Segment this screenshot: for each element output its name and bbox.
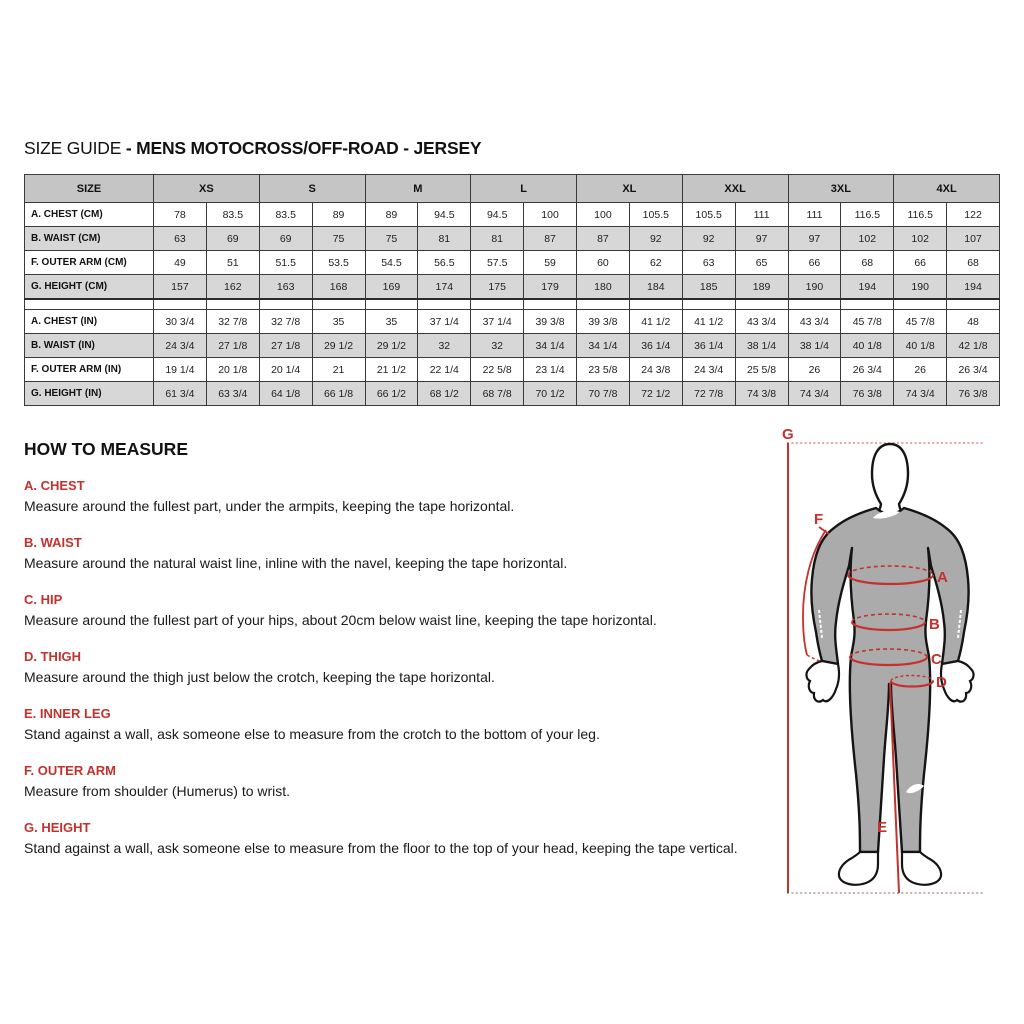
- size-cell: 184: [629, 275, 682, 300]
- size-cell: 116.5: [841, 203, 894, 227]
- size-cell: 24 3/4: [682, 358, 735, 382]
- size-cell: 97: [735, 227, 788, 251]
- size-table-row: [25, 382, 1000, 406]
- size-cell: 20 1/8: [206, 358, 259, 382]
- size-row-label: F. OUTER ARM (CM): [25, 251, 154, 275]
- size-cell: 45 7/8: [894, 310, 947, 334]
- size-cell: 32: [471, 334, 524, 358]
- size-cell: 190: [894, 275, 947, 300]
- size-cell: 35: [312, 310, 365, 334]
- size-cell: 76 3/8: [947, 382, 1000, 406]
- size-cell: 51: [206, 251, 259, 275]
- measure-item: [24, 649, 772, 687]
- size-header-3xl: 3XL: [788, 175, 894, 203]
- size-header-s: S: [259, 175, 365, 203]
- size-cell: 190: [788, 275, 841, 300]
- size-cell: 29 1/2: [312, 334, 365, 358]
- size-cell: 122: [947, 203, 1000, 227]
- size-cell: 34 1/4: [524, 334, 577, 358]
- size-cell: 105.5: [682, 203, 735, 227]
- size-table-row: [25, 227, 1000, 251]
- size-cell: 87: [577, 227, 630, 251]
- size-cell: 57.5: [471, 251, 524, 275]
- page-title-emphasis: - MENS MOTOCROSS/OFF-ROAD - JERSEY: [125, 138, 482, 158]
- size-cell: 69: [206, 227, 259, 251]
- size-cell: 66: [894, 251, 947, 275]
- size-cell: 39 3/8: [577, 310, 630, 334]
- size-cell: 74 3/4: [894, 382, 947, 406]
- size-cell: 48: [947, 310, 1000, 334]
- size-cell: 37 1/4: [418, 310, 471, 334]
- measure-item-description: Measure around the thigh just below the crotch, keeping the tape horizontal.: [24, 669, 495, 685]
- page-title: [24, 138, 481, 159]
- size-cell: 163: [259, 275, 312, 300]
- measure-item: [24, 592, 772, 630]
- size-cell: 194: [947, 275, 1000, 300]
- size-cell: 162: [206, 275, 259, 300]
- page-title-prefix: SIZE GUIDE: [24, 138, 126, 158]
- size-cell: 189: [735, 275, 788, 300]
- measure-item-label: C. HIP: [24, 592, 63, 607]
- how-to-measure-heading: HOW TO MEASURE: [24, 439, 188, 459]
- size-row-label: A. CHEST (IN): [25, 310, 154, 334]
- size-cell: 41 1/2: [682, 310, 735, 334]
- size-cell: 81: [471, 227, 524, 251]
- size-cell: 22 5/8: [471, 358, 524, 382]
- size-header-xs: XS: [154, 175, 260, 203]
- figure-label-waist: B: [929, 616, 940, 633]
- size-cell: 32 7/8: [206, 310, 259, 334]
- size-corner-header: SIZE: [25, 175, 154, 203]
- size-cell: 174: [418, 275, 471, 300]
- size-cell: 30 3/4: [154, 310, 207, 334]
- measure-item-description: Measure from shoulder (Humerus) to wrist.: [24, 783, 291, 799]
- size-cell: 175: [471, 275, 524, 300]
- size-cell: 21 1/2: [365, 358, 418, 382]
- size-cell: 61 3/4: [154, 382, 207, 406]
- size-cell: 38 1/4: [788, 334, 841, 358]
- size-cell: 43 3/4: [735, 310, 788, 334]
- size-cell: 62: [629, 251, 682, 275]
- size-cell: 26 3/4: [947, 358, 1000, 382]
- size-cell: 35: [365, 310, 418, 334]
- size-table-row: [25, 310, 1000, 334]
- measure-item-description: Stand against a wall, ask someone else to measure from the floor to the top of your head, keeping the tape vertical.: [24, 840, 738, 856]
- size-table-row: [25, 334, 1000, 358]
- size-cell: 29 1/2: [365, 334, 418, 358]
- measure-item-label: A. CHEST: [24, 478, 85, 493]
- figure-right-foot: [902, 852, 941, 885]
- figure-left-hand: [806, 661, 839, 702]
- measure-item: [24, 706, 772, 744]
- size-cell: 25 5/8: [735, 358, 788, 382]
- measure-item-label: B. WAIST: [24, 535, 82, 550]
- measure-list: [24, 478, 772, 877]
- size-cell: 19 1/4: [154, 358, 207, 382]
- figure-label-inner-leg: E: [877, 819, 888, 836]
- size-cell: 168: [312, 275, 365, 300]
- size-cell: 42 1/8: [947, 334, 1000, 358]
- size-cell: 83.5: [259, 203, 312, 227]
- size-cell: 74 3/8: [735, 382, 788, 406]
- figure-left-foot: [839, 852, 878, 885]
- size-cell: 63: [154, 227, 207, 251]
- figure-label-thigh: D: [936, 674, 947, 691]
- size-cell: 36 1/4: [629, 334, 682, 358]
- size-header-xl: XL: [577, 175, 683, 203]
- size-table-row: [25, 275, 1000, 300]
- measure-item-description: Stand against a wall, ask someone else to measure from the crotch to the bottom of your leg.: [24, 726, 600, 742]
- size-cell: 32: [418, 334, 471, 358]
- figure-label-chest: A: [937, 569, 948, 586]
- size-cell: 23 5/8: [577, 358, 630, 382]
- size-cell: 111: [735, 203, 788, 227]
- size-row-label: F. OUTER ARM (IN): [25, 358, 154, 382]
- size-table-row: [25, 251, 1000, 275]
- size-cell: 81: [418, 227, 471, 251]
- size-row-label: A. CHEST (CM): [25, 203, 154, 227]
- size-cell: 70 7/8: [577, 382, 630, 406]
- size-header-4xl: 4XL: [894, 175, 1000, 203]
- size-cell: 60: [577, 251, 630, 275]
- size-cell: 92: [629, 227, 682, 251]
- size-cell: 27 1/8: [206, 334, 259, 358]
- measure-item: [24, 478, 772, 516]
- size-header-xxl: XXL: [682, 175, 788, 203]
- size-row-label: B. WAIST (IN): [25, 334, 154, 358]
- size-cell: 68: [841, 251, 894, 275]
- size-cell: 87: [524, 227, 577, 251]
- size-table: [24, 174, 1000, 406]
- size-cell: 65: [735, 251, 788, 275]
- size-row-label: G. HEIGHT (IN): [25, 382, 154, 406]
- measure-item-description: Measure around the fullest part, under the armpits, keeping the tape horizontal.: [24, 498, 515, 514]
- size-cell: 157: [154, 275, 207, 300]
- measurement-figure: [778, 424, 1018, 904]
- figure-label-outer-arm: F: [814, 511, 824, 528]
- size-table-spacer-row: [25, 299, 1000, 310]
- size-cell: 26 3/4: [841, 358, 894, 382]
- size-cell: 92: [682, 227, 735, 251]
- size-cell: 22 1/4: [418, 358, 471, 382]
- size-cell: 105.5: [629, 203, 682, 227]
- size-cell: 66: [788, 251, 841, 275]
- measure-item: [24, 763, 772, 801]
- measure-item: [24, 535, 772, 573]
- size-cell: 107: [947, 227, 1000, 251]
- size-cell: 26: [894, 358, 947, 382]
- size-cell: 49: [154, 251, 207, 275]
- size-cell: 102: [894, 227, 947, 251]
- size-cell: 72 7/8: [682, 382, 735, 406]
- size-cell: 72 1/2: [629, 382, 682, 406]
- size-cell: 59: [524, 251, 577, 275]
- size-cell: 36 1/4: [682, 334, 735, 358]
- size-cell: 69: [259, 227, 312, 251]
- size-cell: 97: [788, 227, 841, 251]
- figure-head: [872, 444, 908, 517]
- figure-label-hip: C: [931, 651, 942, 668]
- size-row-label: B. WAIST (CM): [25, 227, 154, 251]
- measure-item-description: Measure around the fullest part of your hips, about 20cm below waist line, keeping the tape horizontal.: [24, 612, 657, 628]
- size-cell: 78: [154, 203, 207, 227]
- size-cell: 94.5: [418, 203, 471, 227]
- size-cell: 21: [312, 358, 365, 382]
- size-cell: 111: [788, 203, 841, 227]
- size-header-l: L: [471, 175, 577, 203]
- size-cell: 23 1/4: [524, 358, 577, 382]
- size-cell: 40 1/8: [841, 334, 894, 358]
- size-cell: 89: [365, 203, 418, 227]
- size-cell: 68: [947, 251, 1000, 275]
- size-cell: 83.5: [206, 203, 259, 227]
- size-cell: 194: [841, 275, 894, 300]
- size-cell: 54.5: [365, 251, 418, 275]
- size-cell: 56.5: [418, 251, 471, 275]
- measure-item-label: F. OUTER ARM: [24, 763, 116, 778]
- size-cell: 20 1/4: [259, 358, 312, 382]
- size-cell: 75: [312, 227, 365, 251]
- size-cell: 24 3/8: [629, 358, 682, 382]
- size-cell: 37 1/4: [471, 310, 524, 334]
- size-header-m: M: [365, 175, 471, 203]
- size-row-label: G. HEIGHT (CM): [25, 275, 154, 300]
- size-table-row: [25, 203, 1000, 227]
- size-cell: 100: [524, 203, 577, 227]
- size-cell: 26: [788, 358, 841, 382]
- size-cell: 180: [577, 275, 630, 300]
- size-cell: 116.5: [894, 203, 947, 227]
- size-cell: 34 1/4: [577, 334, 630, 358]
- size-cell: 45 7/8: [841, 310, 894, 334]
- size-cell: 64 1/8: [259, 382, 312, 406]
- size-cell: 76 3/8: [841, 382, 894, 406]
- size-cell: 66 1/2: [365, 382, 418, 406]
- measure-item-label: G. HEIGHT: [24, 820, 91, 835]
- size-cell: 100: [577, 203, 630, 227]
- size-cell: 70 1/2: [524, 382, 577, 406]
- size-cell: 39 3/8: [524, 310, 577, 334]
- size-cell: 68 1/2: [418, 382, 471, 406]
- size-cell: 43 3/4: [788, 310, 841, 334]
- size-cell: 38 1/4: [735, 334, 788, 358]
- size-cell: 53.5: [312, 251, 365, 275]
- size-cell: 102: [841, 227, 894, 251]
- size-table-header-row: [25, 175, 1000, 203]
- size-cell: 63 3/4: [206, 382, 259, 406]
- size-cell: 24 3/4: [154, 334, 207, 358]
- measure-item: [24, 820, 772, 858]
- size-cell: 74 3/4: [788, 382, 841, 406]
- size-cell: 94.5: [471, 203, 524, 227]
- size-cell: 68 7/8: [471, 382, 524, 406]
- size-cell: 75: [365, 227, 418, 251]
- measure-item-label: E. INNER LEG: [24, 706, 111, 721]
- size-cell: 32 7/8: [259, 310, 312, 334]
- size-cell: 41 1/2: [629, 310, 682, 334]
- size-cell: 66 1/8: [312, 382, 365, 406]
- measure-item-label: D. THIGH: [24, 649, 82, 664]
- size-cell: 89: [312, 203, 365, 227]
- figure-label-height: G: [782, 426, 794, 443]
- size-table-row: [25, 358, 1000, 382]
- size-cell: 179: [524, 275, 577, 300]
- size-cell: 27 1/8: [259, 334, 312, 358]
- size-cell: 51.5: [259, 251, 312, 275]
- size-cell: 169: [365, 275, 418, 300]
- measure-item-description: Measure around the natural waist line, inline with the navel, keeping the tape horizontal.: [24, 555, 568, 571]
- size-cell: 63: [682, 251, 735, 275]
- size-cell: 185: [682, 275, 735, 300]
- size-cell: 40 1/8: [894, 334, 947, 358]
